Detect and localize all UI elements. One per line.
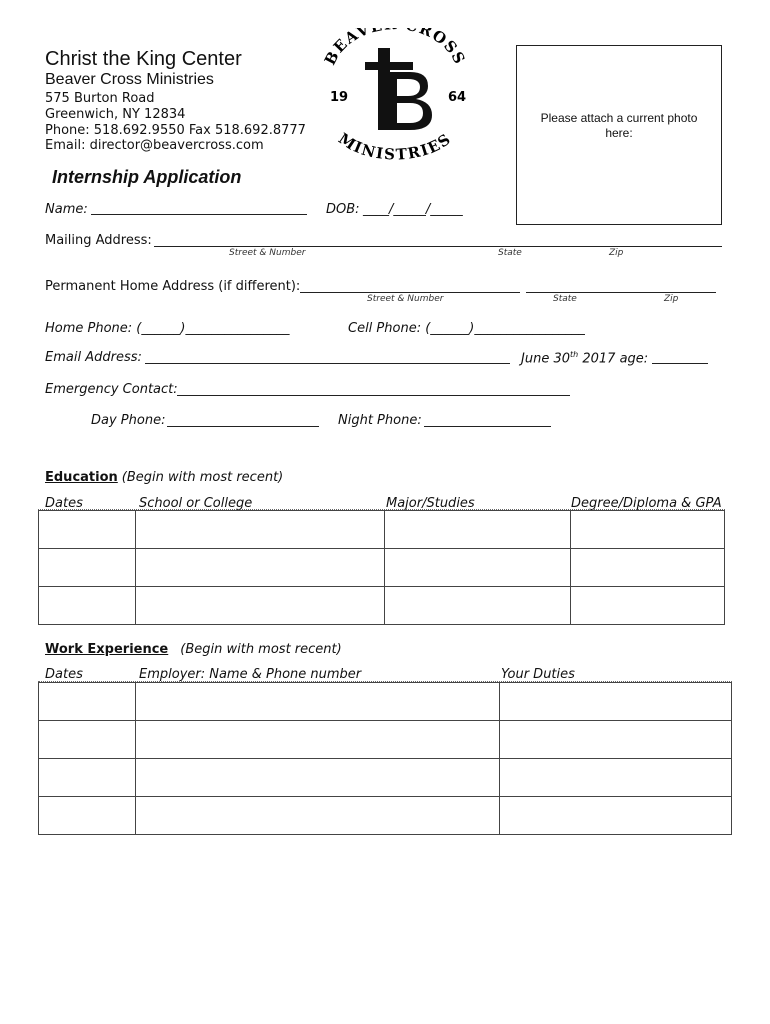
mailing-line[interactable] <box>154 234 722 247</box>
permanent-zip-hint: Zip <box>664 294 679 304</box>
mailing-zip-hint: Zip <box>609 248 624 258</box>
age-sup: th <box>570 350 579 359</box>
mailing-street-hint: Street & Number <box>229 248 306 258</box>
work-cell[interactable] <box>500 721 732 759</box>
work-cell[interactable] <box>39 721 136 759</box>
logo-top-text: BEAV ROSS <box>320 28 470 68</box>
education-title: Education <box>45 470 118 485</box>
age-suffix: 2017 age: <box>578 351 649 367</box>
permanent-state-zip-line[interactable] <box>526 280 716 293</box>
work-cell[interactable] <box>39 797 136 835</box>
education-cell[interactable] <box>385 587 571 625</box>
beaver-cross-logo <box>310 28 480 168</box>
education-row <box>39 511 725 549</box>
education-header <box>45 468 283 486</box>
work-cell[interactable] <box>500 797 732 835</box>
age-prefix: June 30 <box>521 351 570 367</box>
home-phone[interactable]: Home Phone: (______)________________ <box>45 321 290 336</box>
education-cell[interactable] <box>39 549 136 587</box>
work-row <box>39 759 732 797</box>
education-note: (Begin with most recent) <box>121 470 284 485</box>
mailing-state-hint: State <box>498 248 522 258</box>
logo-year-left: 19 <box>330 90 349 105</box>
permanent-street-line[interactable] <box>300 280 520 293</box>
age-label <box>521 350 648 366</box>
work-cell[interactable] <box>500 683 732 721</box>
work-cell[interactable] <box>500 759 732 797</box>
name-label: Name: <box>45 202 88 217</box>
logo-year-right: 64 <box>448 90 467 105</box>
mailing-label: Mailing Address: <box>45 233 152 248</box>
work-row <box>39 683 732 721</box>
work-table <box>38 682 732 835</box>
permanent-state-hint: State <box>553 294 577 304</box>
work-cell[interactable] <box>135 683 499 721</box>
work-cell[interactable] <box>135 721 499 759</box>
night-phone-line[interactable] <box>424 414 551 427</box>
edu-col-degree: Degree/Diploma & GPA <box>571 496 722 511</box>
svg-text:MINISTRIES <box>335 129 455 163</box>
photo-box-text: Please attach a current photo here: <box>540 111 698 140</box>
dob-blank[interactable]: ____/_____/_____ <box>363 202 463 217</box>
work-col-dates: Dates <box>45 667 83 682</box>
age-line[interactable] <box>652 351 708 364</box>
day-phone-label: Day Phone: <box>91 413 166 428</box>
work-row <box>39 721 732 759</box>
edu-col-major: Major/Studies <box>386 496 475 511</box>
permanent-label: Permanent Home Address (if different): <box>45 279 301 294</box>
name-line[interactable] <box>91 202 307 215</box>
work-row <box>39 797 732 835</box>
education-cell[interactable] <box>135 511 385 549</box>
education-row <box>39 549 725 587</box>
logo-bottom-text: MINISTRIES <box>335 129 455 164</box>
org-name: Christ the King Center <box>45 48 242 70</box>
work-col-duties: Your Duties <box>501 667 575 682</box>
cell-phone[interactable]: Cell Phone: (______)_________________ <box>348 321 585 336</box>
work-title: Work Experience <box>45 642 169 657</box>
education-cell[interactable] <box>385 511 571 549</box>
night-phone-label: Night Phone: <box>338 413 422 428</box>
dob-label: DOB: <box>326 202 360 217</box>
work-cell[interactable] <box>135 759 499 797</box>
work-header <box>45 640 342 658</box>
work-note: (Begin with most recent) <box>180 642 342 657</box>
work-cell[interactable] <box>39 759 136 797</box>
work-col-employer: Employer: Name & Phone number <box>139 667 362 682</box>
address-line-1: 575 Burton Road <box>45 91 155 106</box>
work-cell[interactable] <box>135 797 499 835</box>
permanent-street-hint: Street & Number <box>367 294 444 304</box>
work-cell[interactable] <box>39 683 136 721</box>
emergency-line[interactable] <box>177 383 570 396</box>
svg-text:BEAVER CROSS <box>321 28 469 68</box>
education-cell[interactable] <box>385 549 571 587</box>
education-table <box>38 510 725 625</box>
email-line: Email: director@beavercross.com <box>45 138 264 153</box>
edu-col-dates: Dates <box>45 496 83 511</box>
email-line[interactable] <box>145 351 510 364</box>
education-cell[interactable] <box>39 587 136 625</box>
edu-col-school: School or College <box>139 496 253 511</box>
form-title: Internship Application <box>52 167 242 187</box>
photo-box[interactable] <box>516 45 722 225</box>
cross-b-mark <box>365 48 432 130</box>
education-cell[interactable] <box>39 511 136 549</box>
education-cell[interactable] <box>571 587 725 625</box>
education-row <box>39 587 725 625</box>
education-cell[interactable] <box>571 549 725 587</box>
education-cell[interactable] <box>135 549 385 587</box>
education-cell[interactable] <box>571 511 725 549</box>
emergency-label: Emergency Contact: <box>45 382 178 397</box>
phone-line: Phone: 518.692.9550 Fax 518.692.8777 <box>45 123 306 138</box>
address-line-2: Greenwich, NY 12834 <box>45 107 186 122</box>
email-label: Email Address: <box>45 350 142 365</box>
day-phone-line[interactable] <box>167 414 319 427</box>
ministry-name: Beaver Cross Ministries <box>45 71 214 88</box>
education-cell[interactable] <box>135 587 385 625</box>
